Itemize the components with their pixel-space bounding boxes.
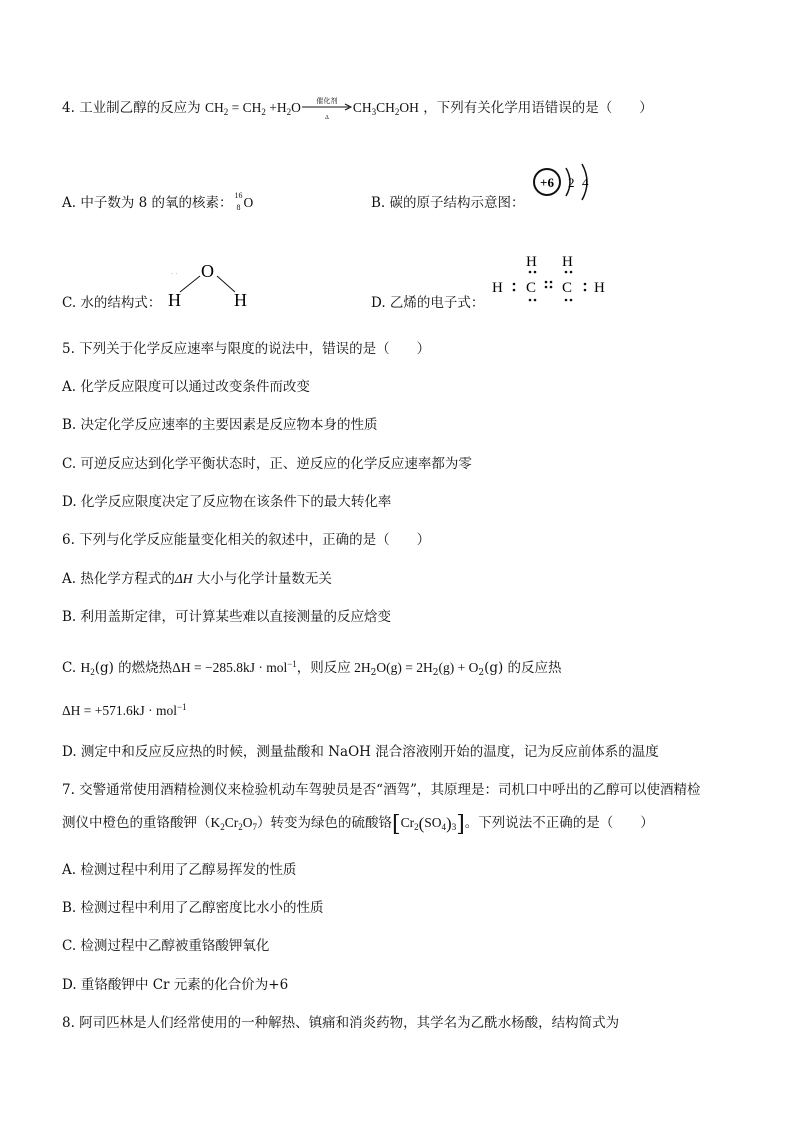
q4-option-c: C. 水的结构式：: [62, 295, 162, 311]
q6-option-b: B. 利用盖斯定律，可计算某些难以直接测量的反应焓变: [62, 609, 392, 625]
q6-option-d: D. 测定中和反应反应热的时候，测量盐酸和 NaOH 混合溶液刚开始的温度，记为反应前体系的温度: [62, 744, 659, 760]
q8-stem: 8. 阿司匹林是人们经常使用的一种解热、镇痛和消炎药物，其学名为乙酰水杨酸，结构简式为: [62, 1015, 620, 1031]
ethylene-electron-formula: [488, 250, 618, 306]
q4-option-d: D. 乙烯的电子式：: [371, 295, 485, 311]
svg-text:4: 4: [582, 175, 589, 190]
svg-text:H: H: [168, 290, 181, 310]
q7-option-c: C. 检测过程中乙醇被重铬酸钾氧化: [62, 938, 270, 954]
q5-option-a: A. 化学反应限度可以通过改变条件而改变: [62, 379, 310, 395]
q7-option-d: D. 重铬酸钾中 Cr 元素的化合价为+6: [62, 977, 289, 993]
q4-stem-b: ，下列有关化学用语错误的是（ ）: [423, 100, 653, 116]
q4-equation: $CH_2 = CH_2 +H_2O$ 催化剂 Δ $CH_3CH_2OH$: [204, 97, 419, 121]
svg-text:H: H: [526, 254, 537, 270]
reaction-arrow-icon: 催化剂 Δ: [301, 100, 353, 114]
q4-stem: [62, 99, 653, 121]
q4-number: 4.: [62, 100, 75, 116]
q5-stem: 5. 下列关于化学反应速率与限度的说法中，错误的是（ ）: [62, 341, 431, 357]
q6-option-c-continued: ΔH = +571.6kJ · mol$^{-1}$: [62, 702, 187, 718]
svg-text:O: O: [201, 261, 214, 281]
q7-option-b: B. 检测过程中利用了乙醇密度比水小的性质: [62, 900, 324, 916]
q5-option-c: C. 可逆反应达到化学平衡状态时，正、逆反应的化学反应速率都为零: [62, 456, 472, 472]
svg-text:C: C: [526, 280, 537, 296]
q6-stem: 6. 下列与化学反应能量变化相关的叙述中，正确的是（ ）: [62, 532, 431, 548]
svg-text:H: H: [492, 280, 503, 296]
svg-text:H: H: [562, 254, 573, 270]
q7-stem-line1: 7. 交警通常使用酒精检测仪来检验机动车驾驶员是否“酒驾”，其原理是：司机口中呼出的乙醇可以使酒精检: [62, 782, 701, 798]
chromium-sulfate-formula: $[Cr_2(SO_4)_3]$: [392, 812, 465, 837]
q4-option-b: B. 碳的原子结构示意图：: [371, 195, 525, 211]
q6-option-c: C. $H_2(g)$ 的燃烧热ΔH = −285.8kJ · mol$^{-1}$，则反应 $2H_2O(g) = 2H_2(g) + O_2(g)$ 的反应热: [62, 659, 562, 678]
q5-option-b: B. 决定化学反应速率的主要因素是反应物本身的性质: [62, 417, 378, 433]
nuclide-symbol: 16 8 O: [234, 191, 254, 212]
water-structural-formula: [162, 258, 262, 310]
svg-text:+6: +6: [540, 175, 554, 190]
q4-option-a: A. 中子数为 8 的氧的核素： 16 8 O: [62, 191, 254, 212]
carbon-atom-structure-diagram: [528, 160, 598, 206]
q6-option-a: A. 热化学方程式的ΔH 大小与化学计量数无关: [62, 571, 332, 587]
q7-option-a: A. 检测过程中利用了乙醇易挥发的性质: [62, 862, 297, 878]
svg-text:C: C: [562, 280, 573, 296]
svg-text:2: 2: [568, 175, 575, 190]
q4-stem-a: 工业制乙醇的反应为: [79, 100, 201, 116]
svg-text:· ·: · ·: [171, 270, 178, 278]
q7-stem-line2: 测仪中橙色的重铬酸钾$(K_2Cr_2O_7)$转变为绿色的硫酸铬$[Cr_2(SO_4)_3]$。下列说法不正确的是（ ）: [62, 812, 654, 837]
svg-text:H: H: [594, 280, 605, 296]
svg-text:H: H: [234, 290, 247, 310]
q5-option-d: D. 化学反应限度决定了反应物在该条件下的最大转化率: [62, 494, 392, 510]
